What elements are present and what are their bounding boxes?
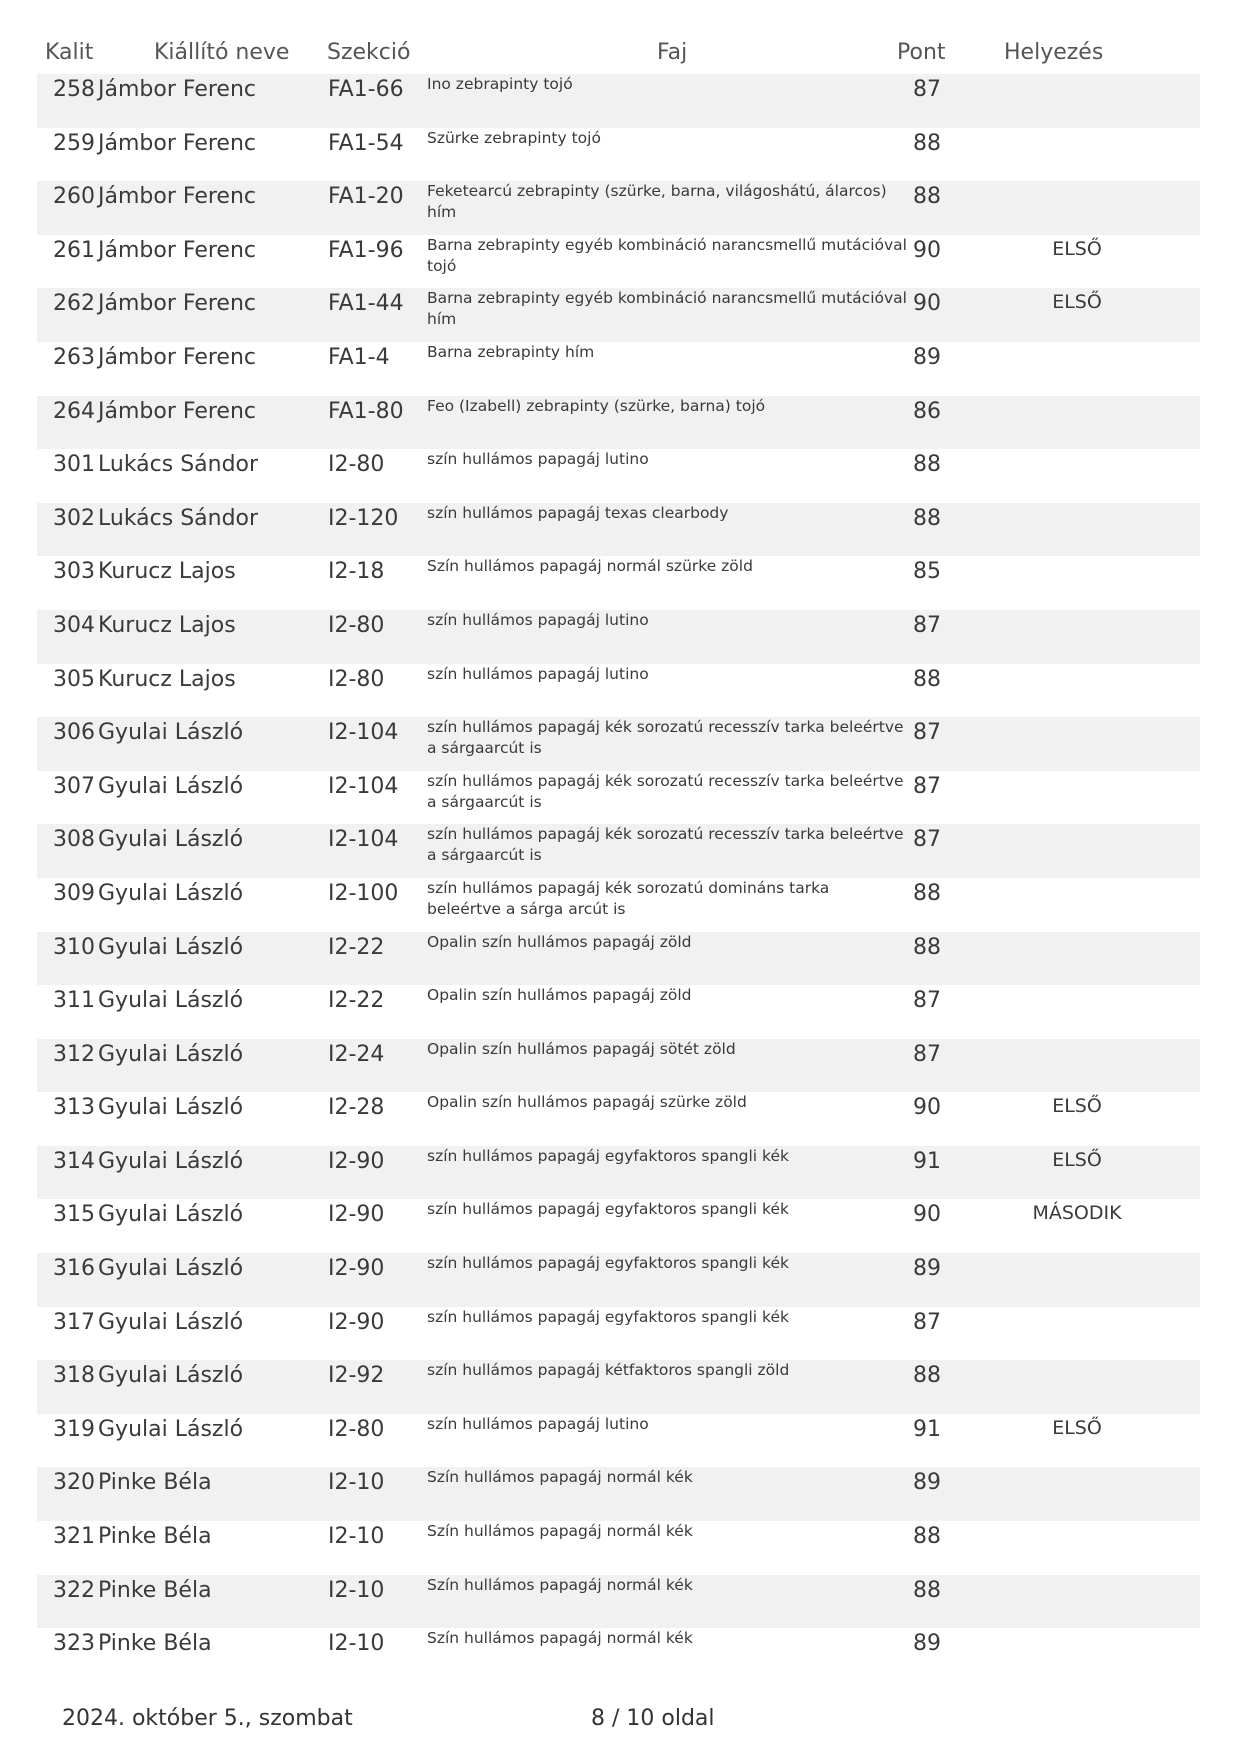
- table-row: [37, 1307, 1200, 1361]
- cell-pont: 89: [913, 1256, 941, 1282]
- cell-szekcio: I2-24: [328, 1041, 385, 1067]
- table-row: [37, 985, 1200, 1039]
- cell-kalit: 312: [53, 1041, 95, 1067]
- cell-name: Gyulai László: [98, 880, 244, 906]
- cell-pont: 87: [913, 77, 941, 102]
- cell-helyezes: ELSŐ: [1052, 1148, 1102, 1171]
- table-row: [37, 771, 1200, 825]
- cell-faj: szín hullámos papagáj egyfaktoros spangli kék: [427, 1200, 789, 1219]
- cell-kalit: 321: [53, 1524, 95, 1550]
- table-row: [37, 181, 1200, 235]
- cell-szekcio: FA1-80: [328, 398, 404, 424]
- table-row: [37, 610, 1200, 664]
- cell-helyezes: MÁSODIK: [1032, 1202, 1122, 1225]
- cell-name: Jámbor Ferenc: [98, 184, 256, 210]
- header-pont: Pont: [897, 40, 946, 65]
- cell-name: Kurucz Lajos: [98, 559, 236, 585]
- cell-faj: szín hullámos papagáj lutino: [427, 450, 649, 469]
- cell-name: Gyulai László: [98, 1416, 244, 1442]
- cell-szekcio: I2-10: [328, 1524, 385, 1550]
- cell-name: Jámbor Ferenc: [98, 77, 256, 102]
- cell-pont: 90: [913, 1095, 941, 1121]
- cell-pont: 88: [913, 130, 941, 156]
- cell-pont: 89: [913, 1631, 941, 1657]
- table-row: [37, 128, 1200, 182]
- cell-faj: Opalin szín hullámos papagáj zöld: [427, 932, 692, 951]
- table-row: [37, 449, 1200, 503]
- table-row: [37, 878, 1200, 932]
- cell-faj: Opalin szín hullámos papagáj sötét zöld: [427, 1039, 736, 1058]
- cell-name: Gyulai László: [98, 720, 244, 746]
- results-table: [37, 74, 1200, 1682]
- cell-pont: 87: [913, 612, 941, 638]
- cell-szekcio: I2-28: [328, 1095, 385, 1121]
- table-row: [37, 717, 1200, 771]
- cell-pont: 87: [913, 988, 941, 1014]
- table-row: [37, 1039, 1200, 1093]
- cell-kalit: 263: [53, 344, 95, 370]
- cell-szekcio: I2-80: [328, 666, 385, 692]
- cell-pont: 88: [913, 1524, 941, 1550]
- cell-kalit: 259: [53, 130, 95, 156]
- cell-szekcio: I2-10: [328, 1631, 385, 1657]
- cell-szekcio: FA1-54: [328, 130, 404, 156]
- table-row: [37, 1521, 1200, 1575]
- cell-name: Gyulai László: [98, 1041, 244, 1067]
- cell-faj: szín hullámos papagáj kék sorozatú domináns tarka beleértve a sárga arcút is: [427, 878, 830, 918]
- cell-kalit: 307: [53, 773, 95, 799]
- cell-kalit: 317: [53, 1309, 95, 1335]
- cell-kalit: 311: [53, 988, 95, 1014]
- cell-faj: Opalin szín hullámos papagáj zöld: [427, 986, 692, 1005]
- cell-szekcio: I2-80: [328, 612, 385, 638]
- header-helyezes: Helyezés: [1004, 40, 1104, 65]
- cell-name: Pinke Béla: [98, 1470, 212, 1496]
- table-row: [37, 664, 1200, 718]
- cell-szekcio: I2-104: [328, 720, 399, 746]
- cell-name: Gyulai László: [98, 773, 244, 799]
- cell-pont: 88: [913, 452, 941, 478]
- cell-faj: Feketearcú zebrapinty (szürke, barna, világoshátú, álarcos) hím: [427, 182, 887, 222]
- cell-szekcio: I2-104: [328, 773, 399, 799]
- table-row: [37, 342, 1200, 396]
- cell-name: Kurucz Lajos: [98, 666, 236, 692]
- cell-pont: 87: [913, 1041, 941, 1067]
- cell-name: Gyulai László: [98, 934, 244, 960]
- cell-name: Gyulai László: [98, 827, 244, 853]
- header-szekcio: Szekció: [327, 40, 411, 65]
- cell-pont: 89: [913, 344, 941, 370]
- cell-pont: 87: [913, 1309, 941, 1335]
- cell-kalit: 305: [53, 666, 95, 692]
- cell-faj: szín hullámos papagáj texas clearbody: [427, 503, 729, 522]
- cell-name: Gyulai László: [98, 1363, 244, 1389]
- cell-faj: szín hullámos papagáj kék sorozatú recesszív tarka beleértve a sárgaarcút is: [427, 771, 904, 811]
- cell-pont: 90: [913, 291, 941, 317]
- header-name: Kiállító neve: [154, 40, 290, 65]
- cell-szekcio: I2-22: [328, 988, 385, 1014]
- cell-name: Jámbor Ferenc: [98, 130, 256, 156]
- header-kalit: Kalit: [45, 40, 94, 65]
- cell-kalit: 264: [53, 398, 95, 424]
- cell-faj: Barna zebrapinty egyéb kombináció narancsmellű mutációval tojó: [427, 235, 907, 275]
- cell-kalit: 318: [53, 1363, 95, 1389]
- cell-szekcio: I2-90: [328, 1309, 385, 1335]
- cell-faj: szín hullámos papagáj egyfaktoros spangli kék: [427, 1146, 789, 1165]
- cell-faj: Szín hullámos papagáj normál kék: [427, 1575, 693, 1594]
- cell-name: Lukács Sándor: [98, 452, 259, 478]
- table-header: [0, 40, 1240, 74]
- table-row: [37, 1467, 1200, 1521]
- cell-name: Pinke Béla: [98, 1524, 212, 1550]
- cell-helyezes: ELSŐ: [1052, 237, 1102, 260]
- cell-name: Gyulai László: [98, 1095, 244, 1121]
- cell-faj: Barna zebrapinty egyéb kombináció narancsmellű mutációval hím: [427, 289, 907, 329]
- table-row: [37, 1253, 1200, 1307]
- table-row: [37, 1360, 1200, 1414]
- cell-name: Gyulai László: [98, 1256, 244, 1282]
- cell-pont: 91: [913, 1416, 941, 1442]
- cell-kalit: 319: [53, 1416, 95, 1442]
- table-row: [37, 396, 1200, 450]
- cell-pont: 88: [913, 184, 941, 210]
- cell-faj: szín hullámos papagáj egyfaktoros spangli kék: [427, 1254, 789, 1273]
- table-row: [37, 235, 1200, 289]
- cell-faj: szín hullámos papagáj kék sorozatú recesszív tarka beleértve a sárgaarcút is: [427, 718, 904, 758]
- cell-kalit: 261: [53, 237, 95, 263]
- table-row: [37, 1092, 1200, 1146]
- cell-name: Kurucz Lajos: [98, 612, 236, 638]
- cell-szekcio: FA1-96: [328, 237, 404, 263]
- cell-faj: Szín hullámos papagáj normál kék: [427, 1468, 693, 1487]
- cell-kalit: 308: [53, 827, 95, 853]
- cell-szekcio: I2-18: [328, 559, 385, 585]
- cell-name: Gyulai László: [98, 1202, 244, 1228]
- cell-pont: 88: [913, 934, 941, 960]
- table-row: [37, 824, 1200, 878]
- header-faj: Faj: [657, 40, 688, 65]
- cell-szekcio: I2-80: [328, 452, 385, 478]
- cell-pont: 87: [913, 827, 941, 853]
- cell-kalit: 316: [53, 1256, 95, 1282]
- cell-szekcio: I2-80: [328, 1416, 385, 1442]
- cell-helyezes: ELSŐ: [1052, 291, 1102, 314]
- cell-faj: Szín hullámos papagáj normál kék: [427, 1629, 693, 1648]
- cell-helyezes: ELSŐ: [1052, 1416, 1102, 1439]
- cell-faj: szín hullámos papagáj lutino: [427, 1414, 649, 1433]
- cell-name: Jámbor Ferenc: [98, 398, 256, 424]
- table-row: [37, 74, 1200, 128]
- table-row: [37, 1628, 1200, 1682]
- cell-pont: 88: [913, 1577, 941, 1603]
- cell-faj: Barna zebrapinty hím: [427, 342, 595, 361]
- cell-name: Jámbor Ferenc: [98, 237, 256, 263]
- cell-faj: Ino zebrapinty tojó: [427, 75, 573, 93]
- cell-faj: szín hullámos papagáj lutino: [427, 664, 649, 683]
- cell-faj: szín hullámos papagáj lutino: [427, 610, 649, 629]
- cell-pont: 86: [913, 398, 941, 424]
- table-row: [37, 932, 1200, 986]
- cell-faj: szín hullámos papagáj kétfaktoros spangli zöld: [427, 1361, 790, 1380]
- cell-pont: 89: [913, 1470, 941, 1496]
- cell-kalit: 303: [53, 559, 95, 585]
- footer-date: 2024. október 5., szombat: [62, 1706, 353, 1731]
- cell-szekcio: FA1-44: [328, 291, 404, 317]
- cell-name: Gyulai László: [98, 1309, 244, 1335]
- cell-name: Pinke Béla: [98, 1577, 212, 1603]
- table-row: [37, 1146, 1200, 1200]
- cell-faj: Opalin szín hullámos papagáj szürke zöld: [427, 1093, 747, 1112]
- table-row: [37, 1575, 1200, 1629]
- cell-kalit: 306: [53, 720, 95, 746]
- table-row: [37, 1199, 1200, 1253]
- cell-pont: 90: [913, 237, 941, 263]
- cell-kalit: 262: [53, 291, 95, 317]
- cell-pont: 88: [913, 666, 941, 692]
- cell-kalit: 258: [53, 77, 95, 102]
- cell-szekcio: I2-10: [328, 1470, 385, 1496]
- cell-pont: 85: [913, 559, 941, 585]
- cell-kalit: 309: [53, 880, 95, 906]
- cell-name: Gyulai László: [98, 1148, 244, 1174]
- cell-pont: 88: [913, 1363, 941, 1389]
- cell-faj: Szín hullámos papagáj normál kék: [427, 1522, 693, 1541]
- cell-szekcio: I2-90: [328, 1148, 385, 1174]
- table-row: [37, 556, 1200, 610]
- cell-kalit: 314: [53, 1148, 95, 1174]
- cell-pont: 87: [913, 773, 941, 799]
- cell-kalit: 322: [53, 1577, 95, 1603]
- cell-kalit: 304: [53, 612, 95, 638]
- cell-kalit: 260: [53, 184, 95, 210]
- cell-faj: Feo (Izabell) zebrapinty (szürke, barna) tojó: [427, 396, 766, 415]
- cell-szekcio: I2-120: [328, 505, 399, 531]
- cell-kalit: 310: [53, 934, 95, 960]
- cell-kalit: 302: [53, 505, 95, 531]
- cell-kalit: 301: [53, 452, 95, 478]
- footer-page-number: 8 / 10 oldal: [591, 1706, 715, 1731]
- table-row: [37, 1414, 1200, 1468]
- table-row: [37, 288, 1200, 342]
- cell-faj: Szín hullámos papagáj normál szürke zöld: [427, 557, 753, 576]
- cell-szekcio: FA1-66: [328, 77, 404, 102]
- cell-pont: 87: [913, 720, 941, 746]
- cell-szekcio: I2-92: [328, 1363, 385, 1389]
- cell-szekcio: FA1-20: [328, 184, 404, 210]
- cell-kalit: 323: [53, 1631, 95, 1657]
- cell-szekcio: I2-100: [328, 880, 399, 906]
- cell-szekcio: FA1-4: [328, 344, 390, 370]
- cell-szekcio: I2-22: [328, 934, 385, 960]
- cell-faj: Szürke zebrapinty tojó: [427, 128, 601, 147]
- cell-name: Pinke Béla: [98, 1631, 212, 1657]
- cell-name: Jámbor Ferenc: [98, 291, 256, 317]
- cell-kalit: 313: [53, 1095, 95, 1121]
- cell-szekcio: I2-90: [328, 1202, 385, 1228]
- cell-szekcio: I2-104: [328, 827, 399, 853]
- cell-name: Jámbor Ferenc: [98, 344, 256, 370]
- cell-kalit: 320: [53, 1470, 95, 1496]
- cell-szekcio: I2-10: [328, 1577, 385, 1603]
- cell-name: Gyulai László: [98, 988, 244, 1014]
- cell-pont: 90: [913, 1202, 941, 1228]
- cell-pont: 88: [913, 505, 941, 531]
- cell-pont: 88: [913, 880, 941, 906]
- cell-faj: szín hullámos papagáj egyfaktoros spangli kék: [427, 1307, 789, 1326]
- cell-szekcio: I2-90: [328, 1256, 385, 1282]
- cell-pont: 91: [913, 1148, 941, 1174]
- cell-kalit: 315: [53, 1202, 95, 1228]
- table-row: [37, 503, 1200, 557]
- cell-faj: szín hullámos papagáj kék sorozatú recesszív tarka beleértve a sárgaarcút is: [427, 825, 904, 865]
- cell-helyezes: ELSŐ: [1052, 1095, 1102, 1118]
- cell-name: Lukács Sándor: [98, 505, 259, 531]
